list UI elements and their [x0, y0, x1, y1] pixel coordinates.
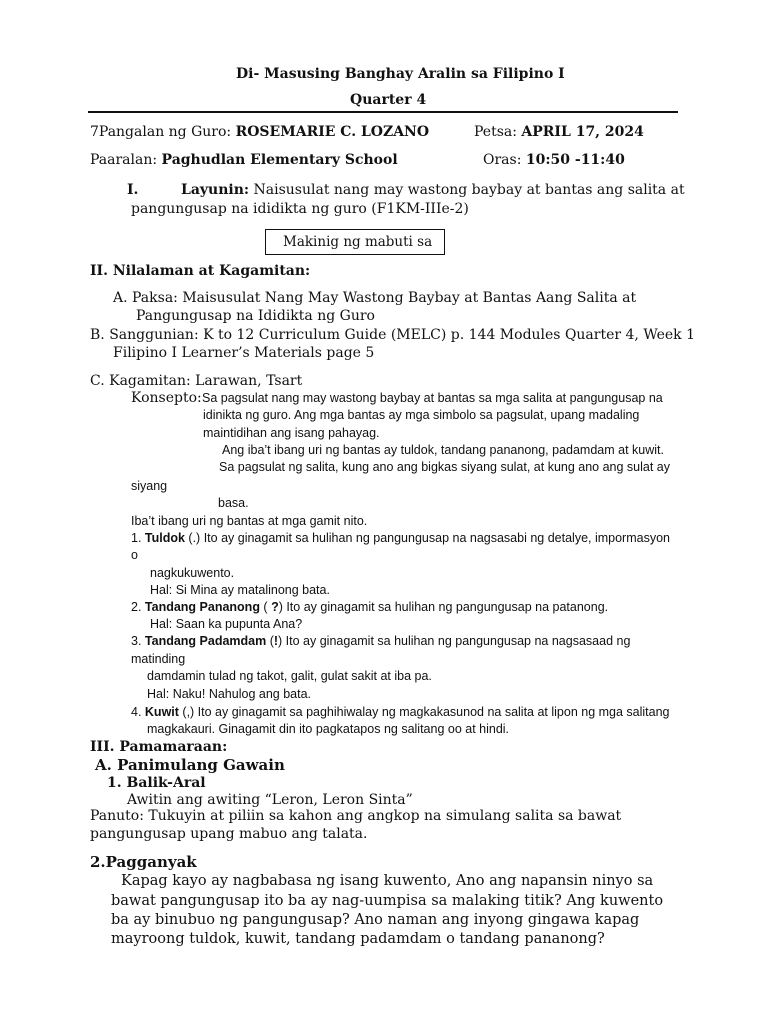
pananong-example: Hal: Saan ka pupunta Ana? — [150, 617, 303, 631]
pananong-open: ( — [259, 600, 272, 614]
kagamitan-line: C. Kagamitan: Larawan, Tsart — [90, 373, 303, 389]
konsepto-line-7: basa. — [218, 496, 249, 510]
padamdam-example: Hal: Naku! Nahulog ang bata. — [147, 687, 311, 701]
konsepto-line-5: Sa pagsulat ng salita, kung ano ang bigkas siyang sulat, at kung ano ang sulat ay — [219, 460, 671, 474]
section1-numeral: I. — [127, 182, 139, 198]
kuwit-desc: (,) Ito ay ginagamit sa paghihiwalay ng magkakasunod na salita at lipon ng mga salitang — [178, 705, 670, 719]
konsepto-line-2: idinikta ng guro. Ang mga bantas ay mga simbolo sa pagsulat, upang madaling — [203, 408, 640, 422]
pananong-term: Tandang Pananong — [144, 600, 260, 614]
kuwit-number: 4. — [131, 705, 145, 719]
pananong-item — [131, 600, 608, 614]
section3-heading: III. Pamamaraan: — [90, 739, 228, 755]
paksa-line1: A. Paksa: Maisusulat Nang May Wastong Baybay at Bantas Aang Salita at — [113, 290, 637, 306]
konsepto-label: Konsepto: — [131, 390, 202, 406]
paksa-line2: Pangungusap na Ididikta ng Guro — [136, 308, 375, 324]
konsepto-line-6: siyang — [131, 479, 168, 493]
padamdam-desc: ) Ito ay ginagamit sa hulihan ng pangungusap na nagsasaad ng — [278, 634, 631, 648]
sanggunian-line1: B. Sanggunian: K to 12 Curriculum Guide (MELC) p. 144 Modules Quarter 4, Week 1 — [90, 327, 695, 343]
pagganyak-line1: Kapag kayo ay nagbabasa ng isang kuwento, Ano ang napansin ninyo sa — [121, 873, 654, 889]
date-label: Petsa: — [474, 124, 517, 140]
instruction-box-text: Makinig ng mabuti sa — [283, 234, 433, 250]
konsepto-line-3: maintidihan ang isang pahayag. — [203, 426, 380, 440]
layunin-text: Naisusulat nang may wastong baybay at bantas ang salita at — [253, 182, 685, 198]
panimulang-gawain-heading: A. Panimulang Gawain — [95, 756, 285, 774]
layunin-label: Layunin: — [181, 182, 250, 198]
section1-line1 — [181, 182, 685, 198]
kuwit-line2: magkakauri. Ginagamit din ito pagkatapos ng salitang oo at hindi. — [147, 722, 510, 736]
teacher-name: ROSEMARIE C. LOZANO — [235, 124, 430, 140]
sanggunian-line2: Filipino I Learner’s Materials page 5 — [113, 345, 375, 361]
padamdam-open: ( — [266, 634, 274, 648]
pagganyak-line4: mayroong tuldok, kuwit, tandang padamdam o tandang pananong? — [111, 931, 605, 947]
balik-aral-text: Awitin ang awiting “Leron, Leron Sinta” — [127, 792, 413, 808]
panuto-line2: pangungusap upang mabuo ang talata. — [90, 826, 368, 842]
quarter-label: Quarter 4 — [350, 92, 427, 108]
pagganyak-heading: 2.Pagganyak — [90, 853, 197, 871]
teacher-label: 7Pangalan ng Guro: — [90, 124, 232, 140]
section2-heading: II. Nilalaman at Kagamitan: — [90, 263, 311, 279]
kuwit-item — [131, 705, 670, 719]
section1-line2: pangungusap na ididikta ng guro (F1KM-IIIe-2) — [131, 201, 469, 217]
pananong-number: 2. — [131, 600, 145, 614]
kuwit-term: Kuwit — [144, 705, 179, 719]
school-row — [90, 152, 398, 168]
tuldok-number: 1. — [131, 531, 145, 545]
teacher-row — [90, 124, 429, 140]
date-value: APRIL 17, 2024 — [521, 124, 644, 140]
school-name: Paghudlan Elementary School — [161, 152, 398, 168]
pananong-mark: ? — [271, 600, 279, 614]
konsepto-line-1: Sa pagsulat nang may wastong baybay at bantas sa mga salita at pangungusap na — [202, 391, 663, 405]
padamdam-item — [131, 634, 630, 648]
school-label: Paaralan: — [90, 152, 158, 168]
padamdam-line3: damdamin tulad ng takot, galit, gulat sakit at iba pa. — [147, 669, 432, 683]
padamdam-mark: ! — [273, 634, 279, 648]
konsepto-line-4: Ang iba’t ibang uri ng bantas ay tuldok, tandang pananong, padamdam at kuwit. — [222, 443, 664, 457]
konsepto-line-8: Iba’t ibang uri ng bantas at mga gamit nito. — [131, 514, 368, 528]
time-row — [483, 152, 625, 168]
header-divider — [88, 111, 678, 113]
balik-aral-heading: 1. Balik-Aral — [107, 775, 206, 791]
date-row — [474, 124, 644, 140]
pananong-desc: ) Ito ay ginagamit sa hulihan ng pangungusap na patanong. — [278, 600, 609, 614]
padamdam-number: 3. — [131, 634, 145, 648]
tuldok-term: Tuldok — [144, 531, 185, 545]
tuldok-cont: nagkukuwento. — [150, 566, 235, 580]
pagganyak-line3: ba ay binubuo ng pangungusap? Ano naman ang inyong gingawa kapag — [111, 912, 640, 928]
document-title: Di- Masusing Banghay Aralin sa Filipino I — [236, 66, 565, 82]
tuldok-wrap: o — [131, 548, 138, 562]
tuldok-desc: (.) Ito ay ginagamit sa hulihan ng pangungusap na nagsasabi ng detalye, impormasyon — [184, 531, 670, 545]
time-label: Oras: — [483, 152, 522, 168]
tuldok-item — [131, 531, 670, 545]
tuldok-example: Hal: Si Mina ay matalinong bata. — [150, 583, 330, 597]
padamdam-term: Tandang Padamdam — [144, 634, 267, 648]
panuto-line1: Panuto: Tukuyin at piliin sa kahon ang angkop na simulang salita sa bawat — [90, 808, 622, 824]
pagganyak-line2: bawat pangungusap ito ba ay nag-uumpisa sa malaking titik? Ang kuwento — [111, 893, 664, 909]
padamdam-line2: matinding — [131, 652, 186, 666]
time-value: 10:50 -11:40 — [525, 152, 625, 168]
